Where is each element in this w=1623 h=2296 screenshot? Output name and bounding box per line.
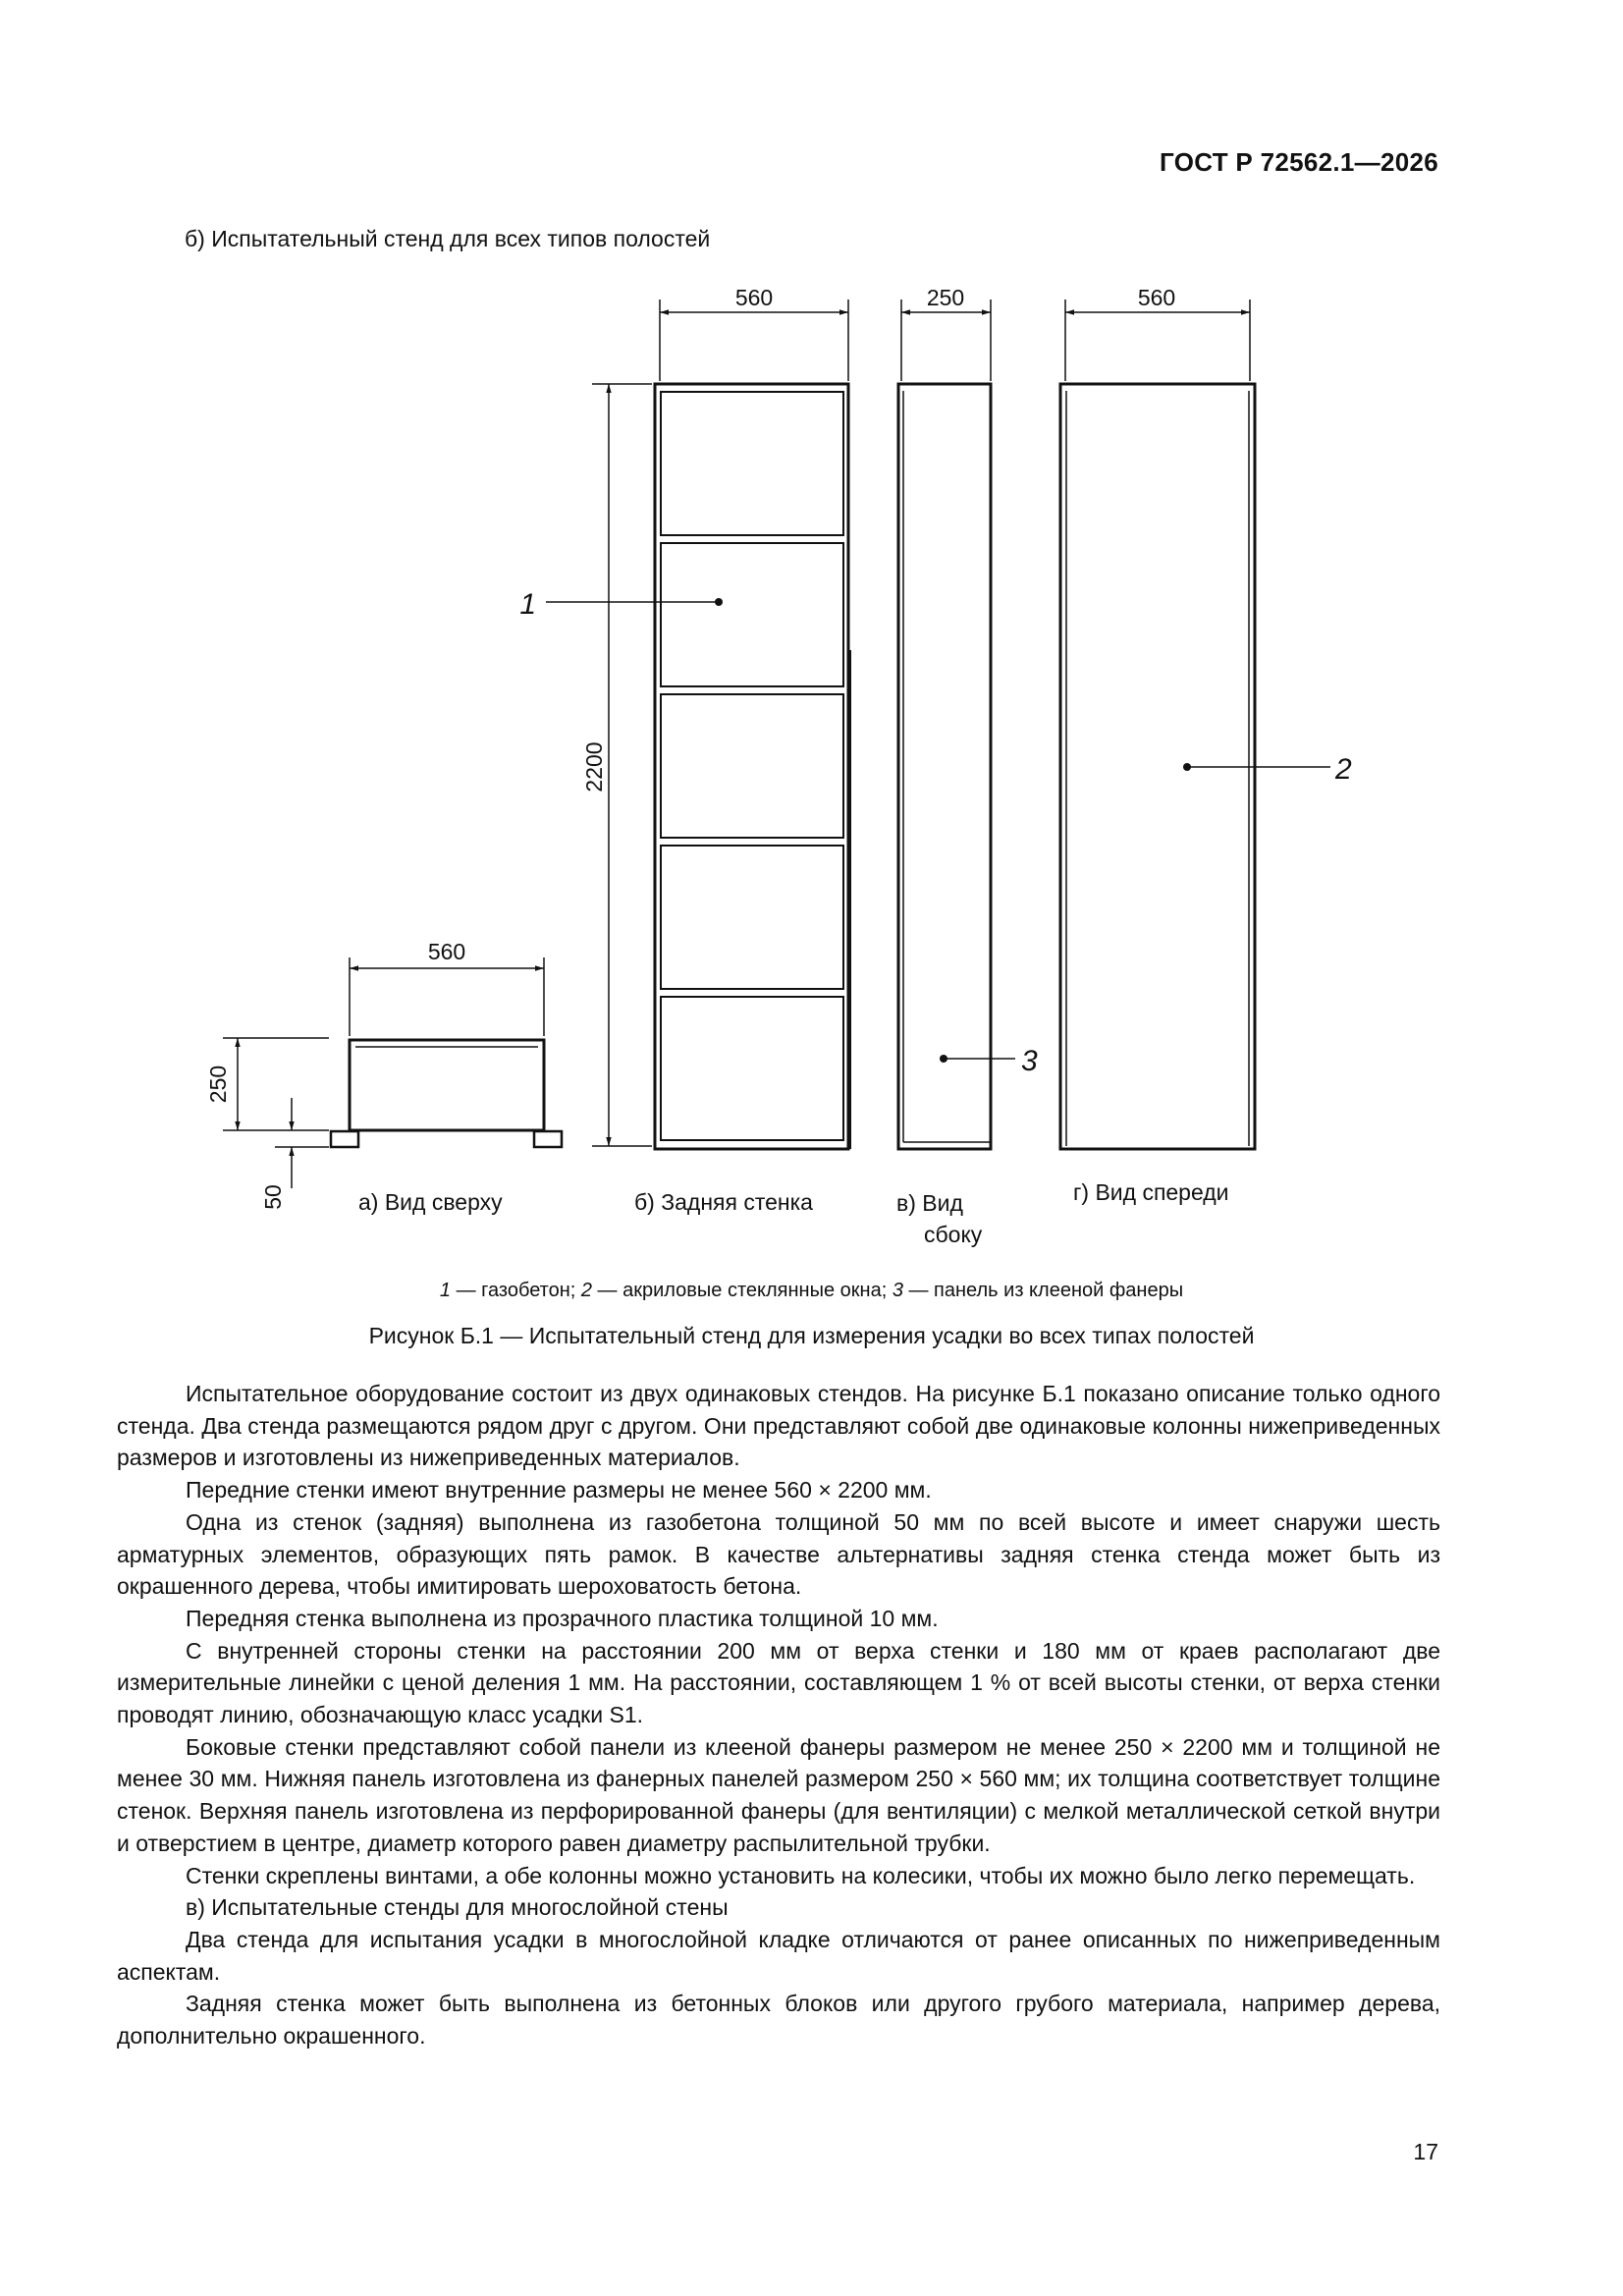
back-wall-frame-5 <box>661 997 843 1140</box>
paragraph-6: Боковые стенки представляют собой панели из клееной фанеры размером не менее 250 × 2200 мм и толщиной не менее 30 мм. Нижняя панель изготовлена из фанерных панелей размером 250 × 560 мм; их толщина соответствует толщине стенок. Верхняя панель изготовлена из перфорированной фанеры (для вентиляции) с мелкой металлической сеткой внутри и отверстием в центре, диаметр которого равен диаметру распылительной трубки. <box>117 1733 1440 1856</box>
callout-3-number: 3 <box>1021 1045 1038 1077</box>
paragraph-4: Передняя стенка выполнена из прозрачного пластика толщиной 10 мм. <box>186 1605 939 1631</box>
paragraph-1: Испытательное оборудование состоит из двух одинаковых стендов. На рисунке Б.1 показано описание только одного стенда. Два стенда размещаются рядом друг с другом. Они представляют собой две одинаковые колонны нижеприведенных размеров и изготовлены из нижеприведенных материалов. <box>117 1381 1440 1471</box>
section-heading-b: б) Испытательный стенд для всех типов полостей <box>185 226 711 251</box>
front-width-label: 560 <box>1137 285 1176 310</box>
wheel-left <box>331 1131 358 1147</box>
back-wall-frame-4 <box>661 846 843 989</box>
back-wall-frame-1 <box>661 392 843 535</box>
side-width-label: 250 <box>926 285 965 310</box>
back-wall-drawing <box>655 384 850 1149</box>
view-label-front: г) Вид спереди <box>1073 1179 1229 1205</box>
paragraph-3: Одна из стенок (задняя) выполнена из газобетона толщиной 50 мм по всей высоте и имеет снаружи шесть арматурных элементов, образующих пять рамок. В качестве альтернативы задняя стенка стенда может быть из окрашенного дерева, чтобы имитировать шероховатость бетона. <box>117 1508 1440 1600</box>
figure-title: Рисунок Б.1 — Испытательный стенд для измерения усадки во всех типах полостей <box>368 1323 1255 1348</box>
wheel-height-label: 50 <box>260 1184 286 1210</box>
top-view-drawing <box>331 1040 562 1147</box>
height-label: 2200 <box>581 741 607 793</box>
back-width-label: 560 <box>734 285 774 310</box>
paragraph-10: Задняя стенка может быть выполнена из бетонных блоков или другого грубого материала, например дерева, дополнительно окрашенного. <box>117 1991 1440 2050</box>
back-wall-frame-2 <box>661 543 843 686</box>
view-label-top: а) Вид сверху <box>358 1189 503 1215</box>
back-wall-frame-3 <box>661 694 843 838</box>
top-width-label: 560 <box>427 939 466 964</box>
wheel-right <box>534 1131 562 1147</box>
view-label-side-line1: в) Вид <box>896 1190 963 1216</box>
figure-legend: 1 — газобетон; 2 — акриловые стеклянные окна; 3 — панель из клееной фанеры <box>439 1280 1184 1301</box>
paragraph-7: Стенки скреплены винтами, а обе колонны можно установить на колесики, чтобы их можно было легко перемещать. <box>186 1862 1416 1888</box>
paragraph-5: С внутренней стороны стенки на расстоянии 200 мм от верха стенки и 180 мм от краев располагают две измерительные линейки с ценой деления 1 мм. На расстоянии, составляющем 1 % от всей высоты стенки, от верха стенки проводят линию, обозначающую класс усадки S1. <box>117 1637 1440 1728</box>
paragraph-2: Передние стенки имеют внутренние размеры не менее 560 × 2200 мм. <box>186 1477 932 1503</box>
view-label-side-line2: сбоку <box>924 1222 983 1247</box>
paragraph-9: Два стенда для испытания усадки в многослойной кладке отличаются от ранее описанных по нижеприведенным аспектам. <box>117 1926 1440 1985</box>
section-heading-c: в) Испытательные стенды для многослойной стены <box>186 1894 729 1921</box>
top-depth-label: 250 <box>205 1065 231 1104</box>
callout-1-number: 1 <box>519 588 536 621</box>
view-label-back: б) Задняя стенка <box>634 1189 813 1215</box>
body-text <box>117 1378 1440 2052</box>
side-view-drawing <box>898 384 991 1149</box>
callout-2-number: 2 <box>1335 753 1352 786</box>
page-number: 17 <box>1413 2139 1438 2164</box>
document-code-header: ГОСТ Р 72562.1—2026 <box>1160 147 1438 177</box>
